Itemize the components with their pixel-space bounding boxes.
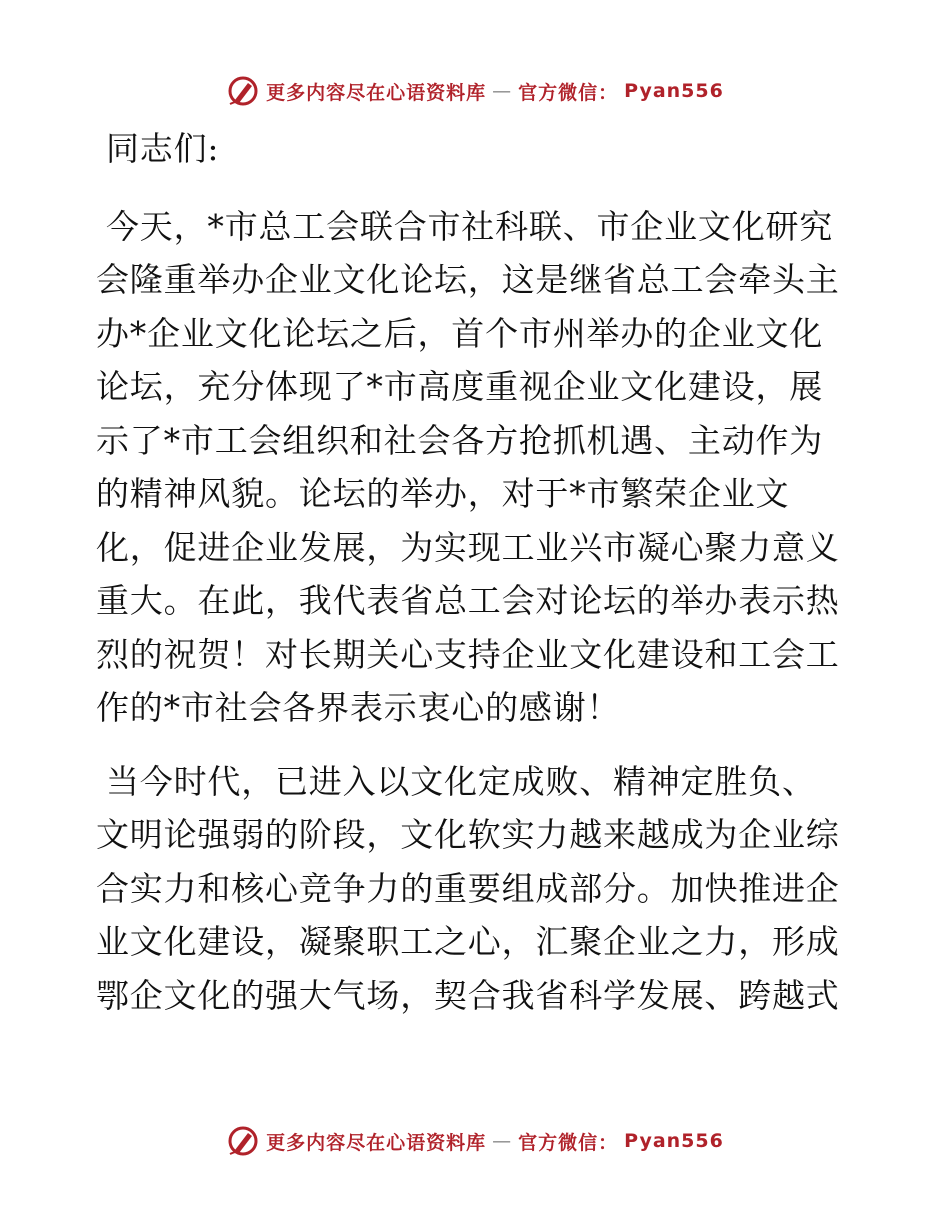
document-body bbox=[96, 122, 856, 1042]
watermark-dash: — bbox=[492, 1130, 513, 1152]
text-line: 当今时代，已进入以文化定成败、精神定胜负、 bbox=[106, 761, 816, 801]
footer-watermark bbox=[0, 1124, 950, 1158]
header-watermark bbox=[0, 74, 950, 108]
text-line: 重大。在此，我代表省总工会对论坛的举办表示热 bbox=[96, 581, 840, 620]
paragraph-2 bbox=[96, 755, 856, 1023]
text-line: 今天，*市总工会联合市社科联、市企业文化研究 bbox=[106, 206, 834, 246]
text-line: 作的*市社会各界表示衷心的感谢！ bbox=[96, 688, 621, 727]
text-line: 鄂企文化的强大气场，契合我省科学发展、跨越式 bbox=[96, 975, 840, 1015]
text-line: 的精神风貌。论坛的举办，对于*市繁荣企业文 bbox=[96, 474, 790, 513]
text-line: 示了*市工会组织和社会各方抢抓机遇、主动作为 bbox=[96, 420, 824, 460]
pen-badge-icon bbox=[226, 74, 260, 108]
text-line: 论坛，充分体现了*市高度重视企业文化建设，展 bbox=[96, 367, 824, 406]
greeting: 同志们: bbox=[106, 129, 220, 168]
text-line: 合实力和核心竞争力的重要组成部分。加快推进企 bbox=[96, 868, 840, 908]
paragraph-1 bbox=[96, 200, 856, 735]
watermark-label: 官方微信： bbox=[518, 81, 619, 104]
text-line: 业文化建设，凝聚职工之心，汇聚企业之力，形成 bbox=[96, 922, 840, 961]
text-line: 办*企业文化论坛之后，首个市州举办的企业文化 bbox=[96, 313, 824, 353]
watermark-dash: — bbox=[492, 80, 513, 102]
text-line: 化，促进企业发展，为实现工业兴市凝心聚力意义 bbox=[96, 527, 840, 567]
watermark-id: Pyan556 bbox=[624, 1130, 724, 1152]
watermark-main-text: 更多内容尽在心语资料库 bbox=[266, 81, 487, 104]
watermark-id: Pyan556 bbox=[624, 80, 724, 102]
pen-badge-icon bbox=[226, 1124, 260, 1158]
text-line: 烈的祝贺！对长期关心支持企业文化建设和工会工 bbox=[96, 634, 840, 674]
text-line: 会隆重举办企业文化论坛，这是继省总工会牵头主 bbox=[96, 260, 840, 299]
text-line: 文明论强弱的阶段，文化软实力越来越成为企业综 bbox=[96, 815, 840, 854]
watermark-label: 官方微信： bbox=[518, 1131, 619, 1154]
watermark-main-text: 更多内容尽在心语资料库 bbox=[266, 1131, 487, 1154]
